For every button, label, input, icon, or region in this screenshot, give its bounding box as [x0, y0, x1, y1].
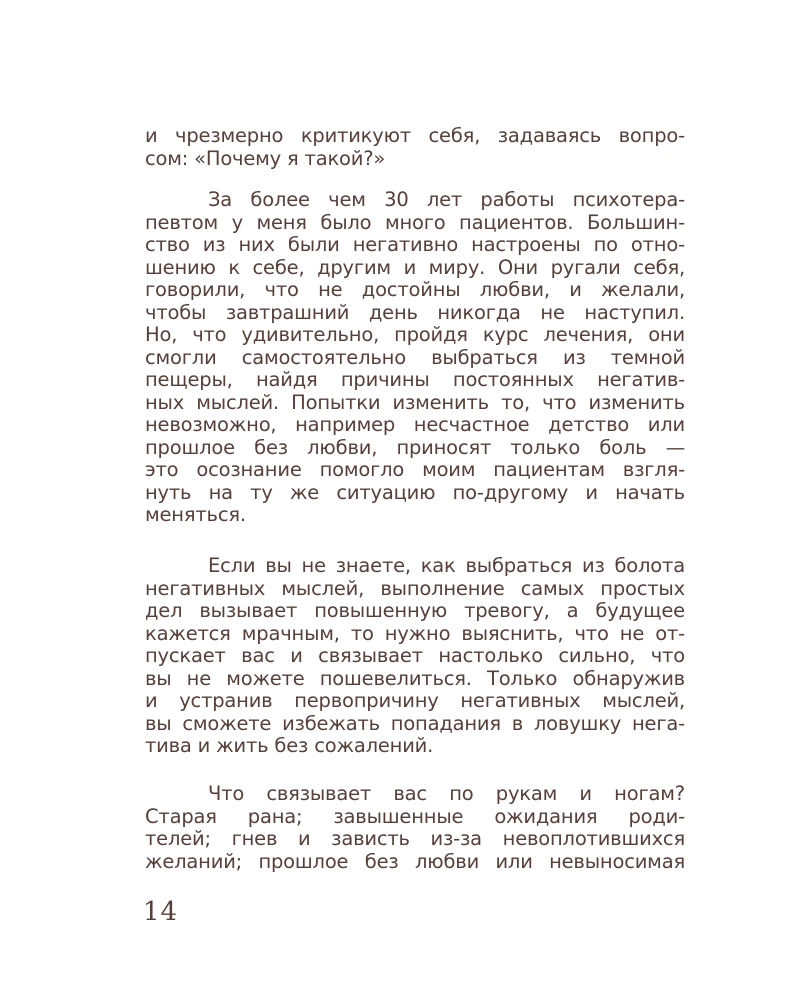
paragraph-3 [145, 555, 685, 758]
text-line: нуть на ту же ситуацию по-другому и начать [145, 480, 685, 504]
text-line: Что связывает вас по рукам и ногам? [208, 782, 685, 805]
text-line: Если вы не знаете, как выбраться из болота [208, 554, 685, 577]
text-line: ство из них были негативно настроены по отно- [145, 233, 685, 256]
text-line: Старая рана; завышенные ожидания роди- [145, 804, 685, 828]
text-line: вы сможете избежать попадания в ловушку нега- [145, 711, 685, 735]
text-line: и чрезмерно критикуют себя, задаваясь вопро- [145, 124, 685, 147]
text-line: Но, что удивительно, пройдя курс лечения, они [145, 323, 685, 346]
text-line: смогли самостоятельно выбраться из темной [145, 345, 685, 369]
text-line: сом: «Почему я такой?» [145, 146, 386, 170]
text-line: ных мыслей. Попытки изменить то, что изменить [145, 390, 685, 414]
paragraph-1 [145, 125, 685, 170]
text-line: вы не можете пошевелиться. Только обнаружив [145, 666, 685, 690]
text-line: невозможно, например несчастное детство или [145, 413, 685, 436]
text-line: чтобы завтрашний день никогда не наступил. [145, 300, 685, 324]
text-line: пещеры, найдя причины постоянных негатив- [145, 368, 685, 391]
text-line: и устранив первопричину негативных мыслей, [145, 689, 685, 712]
text-line: желаний; прошлое без любви или невыносимая [145, 849, 685, 873]
text-line: дел вызывает повышенную тревогу, а будущее [145, 599, 685, 622]
paragraph-4 [145, 783, 685, 873]
text-line: кажется мрачным, то нужно выяснить, что не от- [145, 621, 685, 645]
text-line: тива и жить без сожалений. [145, 734, 434, 757]
text-line: говорили, что не достойны любви, и желали, [145, 278, 685, 301]
text-line: певтом у меня было много пациентов. Большин- [145, 210, 685, 234]
text-line: пускает вас и связывает настолько сильно, что [145, 644, 685, 667]
text-line: прошлое без любви, приносят только боль — [145, 435, 685, 459]
page-number: 14 [143, 897, 179, 927]
text-line: телей; гнев и зависть из-за невоплотившихся [145, 827, 685, 850]
text-line: негативных мыслей, выполнение самых простых [145, 576, 685, 600]
text-line: шению к себе, другим и миру. Они ругали себя, [145, 255, 685, 279]
paragraph-2 [145, 189, 685, 527]
text-line: меняться. [145, 503, 246, 526]
text-line: это осознание помогло моим пациентам взгля- [145, 458, 685, 481]
text-line: За более чем 30 лет работы психотера- [208, 188, 685, 211]
